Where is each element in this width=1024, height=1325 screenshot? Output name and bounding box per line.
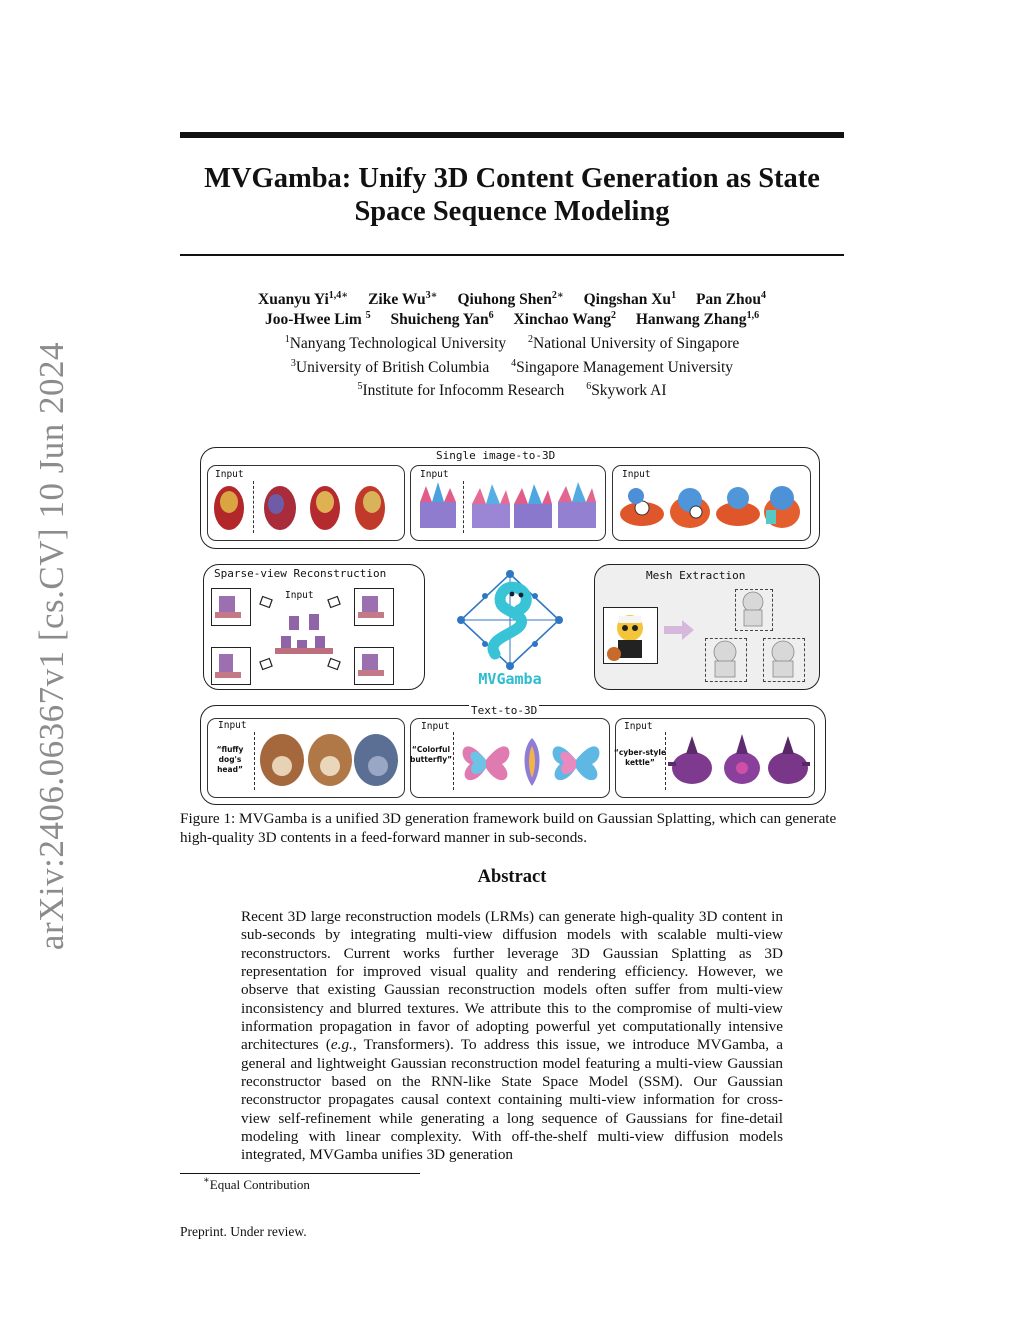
arxiv-identifier: arXiv:2406.06367v1 [cs.CV] 10 Jun 2024: [32, 341, 71, 951]
title-top-rule: [180, 132, 844, 138]
mesh-extraction-title: Mesh Extraction: [646, 569, 746, 582]
dog-heads-image: [258, 728, 400, 792]
author: Shuicheng Yan$^6$: [390, 310, 494, 328]
author: Qiuhong Shen$^{2∗}$: [457, 290, 564, 308]
prompt-kettle: “cyber-style kettle”: [613, 748, 667, 767]
character-input-image: [604, 608, 656, 662]
duck-toy-image: [616, 480, 806, 536]
author: Joo-Hwee Lim $^5$: [264, 310, 371, 328]
author: Zike $Wu^{3∗}$: [368, 290, 438, 308]
input-label: Input: [218, 720, 247, 731]
author: Hanwang Zhang$^{1,6}$: [635, 310, 760, 328]
prompt-butterfly: “Colorful butterfly”: [409, 745, 453, 764]
preprint-notice: Preprint. Under review.: [180, 1224, 307, 1239]
footnote-rule: [180, 1173, 420, 1174]
arrow-icon: [664, 620, 694, 640]
text-to-3d-title: Text-to-3D: [471, 704, 538, 717]
paper-title: MVGamba: Unify 3D Content Generation as State Space Sequence Modeling: [204, 163, 820, 227]
title-bottom-rule: [180, 254, 844, 256]
extracted-meshes-image: [700, 588, 810, 682]
affiliations-row-2: $^3$University of British Columbia $^4$Singapore Management University: [290, 358, 734, 376]
iron-man-helmets-image: [210, 478, 400, 536]
figure-caption: Figure 1: MVGamba is a unified 3D generation framework build on Gaussian Splatting, which can generate high-quality 3D contents in a feed-forward manner in sub-seconds.: [180, 810, 837, 846]
affiliations-row-1: $^1$Nanyang Technological University $^2$National University of Singapore: [284, 334, 740, 352]
butterflies-image: [456, 728, 606, 792]
single-image-title: Single image-to-3D: [436, 449, 556, 462]
kettles-image: [666, 728, 812, 792]
input-label: Input: [420, 469, 449, 480]
affiliations-row-3: $^5$Institute for Infocomm Research $^6$Skywork AI: [357, 381, 667, 399]
mvgamba-logo-text: MVGamba: [478, 670, 542, 688]
abstract-body: Recent 3D large reconstruction models (LRMs) can generate high-quality 3D content in sub-seconds by integrating multi-view diffusion models with scalable multi-view reconstructors. Current works further leverage 3D Gaussian Splatting as 3D representation for improved visual quality and rendering efficiency. However, we observe that existing Gaussian reconstruction models often suffer from multi-view inconsistency and blurred textures. We attribute this to the compromise of multi-view information propagation in favor of adopting powerful yet computationally intensive architectures (e.g., Transformers). To address this issue, we introduce MVGamba, a general and lightweight Gaussian reconstruction model featuring a multi-view Gaussian reconstructor based on the RNN-like State Space Model (SSM). Our Gaussian reconstructor propagates causal context containing multi-view information for cross-view self-refinement while generating a long sequence of Gaussians for fine-detail modeling with linear complexity. With off-the-shelf multi-view diffusion models integrated, MVGamba unifies 3D generation: [241, 908, 784, 1164]
abstract-heading: Abstract: [477, 867, 547, 887]
input-label: Input: [215, 469, 244, 480]
footnote: ∗Equal Contribution: [203, 1175, 310, 1192]
input-label: Input: [624, 721, 653, 732]
sparse-view-objects-image: [205, 584, 421, 686]
authors-row-2: [180, 310, 844, 330]
input-label: Input: [421, 721, 450, 732]
sparse-view-title: Sparse-view Reconstruction: [214, 567, 387, 580]
castle-image: [414, 480, 602, 536]
authors-row-1: [180, 290, 844, 310]
mvgamba-logo-icon: [455, 568, 565, 672]
author: Xinchao Wang$^2$: [513, 310, 616, 328]
author: Qingshan Xu$^1$: [583, 290, 677, 308]
prompt-dog: “fluffy dog's head”: [216, 745, 244, 774]
author: Pan Zhou$^4$: [695, 290, 766, 308]
author: Xuanyu $Yi^{1,4∗}$: [258, 290, 349, 308]
input-label: Input: [285, 590, 314, 601]
input-label: Input: [622, 469, 651, 480]
